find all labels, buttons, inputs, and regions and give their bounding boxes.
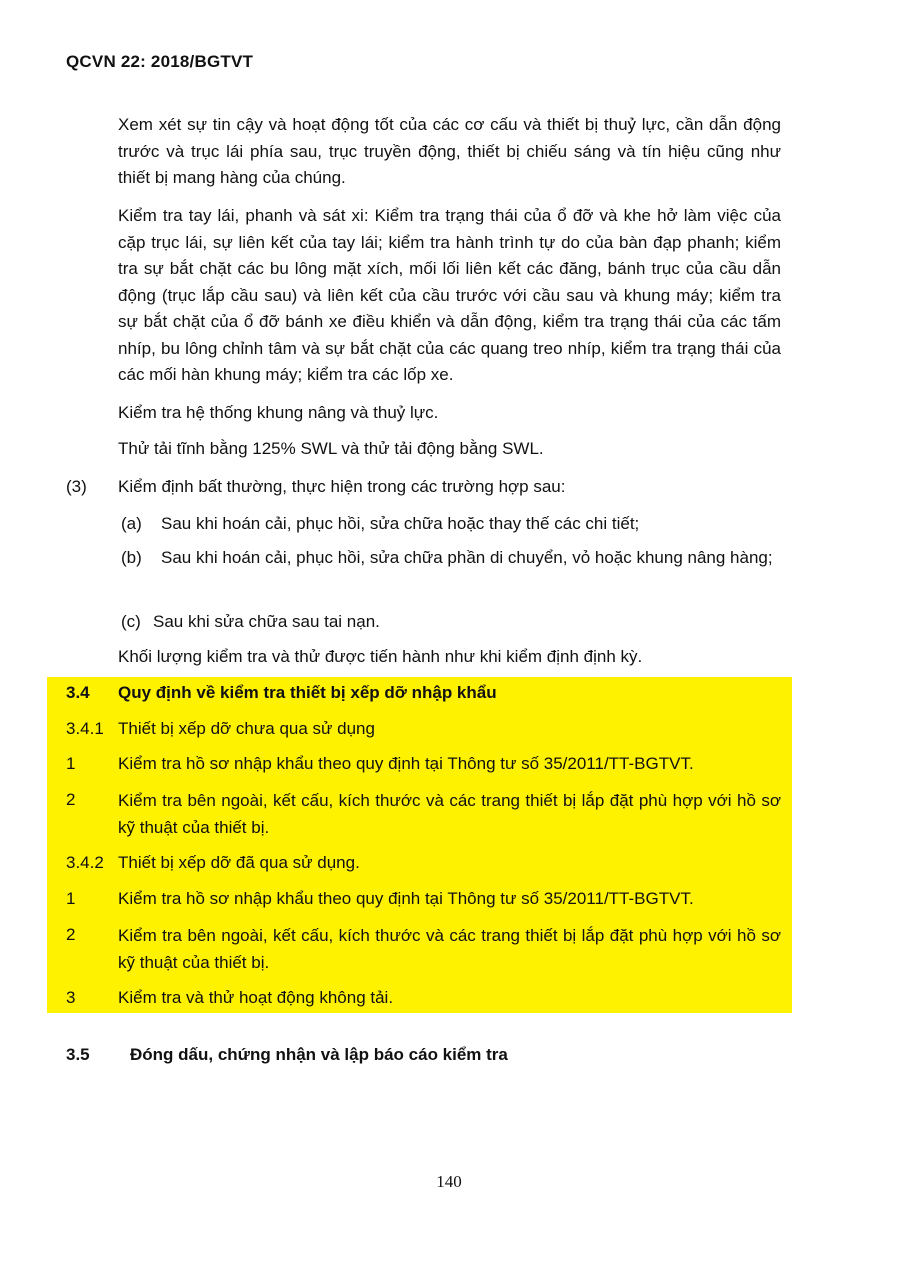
list-item-a-text: Sau khi hoán cải, phục hồi, sửa chữa hoặc thay thế các chi tiết; xyxy=(161,514,640,533)
sub2-item-3-number: 3 xyxy=(66,988,76,1007)
paragraph-steering-brake-chassis: Kiểm tra tay lái, phanh và sát xi: Kiểm tra trạng thái của ổ đỡ và khe hở làm việc của cặp trục lái, sự liên kết của tay lái; kiểm tra hành trình tự do của bàn đạp phanh; kiểm tra sự bắt chặt các bu lông mặt xích, mối lối liên kết các đăng, bánh trục của cầu dẫn động (trục lắp cầu sau) và liên kết của cầu trước với cầu sau và khung máy; kiểm tra sự bắt chặt của ổ đỡ bánh xe điều khiển và dẫn động, kiểm tra trạng thái của các tấm nhíp, bu lông chỉnh tâm và sự bắt chặt của các quang treo nhíp, kiểm tra trạng thái của các mối hàn khung máy; kiểm tra các lốp xe. xyxy=(118,206,781,384)
section-3-4-2-number: 3.4.2 xyxy=(66,853,104,872)
section-3-4-title: Quy định về kiểm tra thiết bị xếp dỡ nhập khẩu xyxy=(118,683,497,702)
section-3-4-1-number: 3.4.1 xyxy=(66,719,104,738)
section-3-closing: Khối lượng kiểm tra và thử được tiến hành như khi kiểm định định kỳ. xyxy=(118,647,643,666)
list-item-c-text: Sau khi sửa chữa sau tai nạn. xyxy=(153,612,380,631)
sub1-item-1-text: Kiểm tra hồ sơ nhập khẩu theo quy định tại Thông tư số 35/2011/TT-BGTVT. xyxy=(118,754,694,773)
list-item-c-label: (c) xyxy=(121,612,141,631)
section-3-text: Kiểm định bất thường, thực hiện trong các trường hợp sau: xyxy=(118,477,566,496)
section-3-4-2-title: Thiết bị xếp dỡ đã qua sử dụng. xyxy=(118,853,360,872)
section-3-5-number: 3.5 xyxy=(66,1045,90,1064)
section-3-4-number: 3.4 xyxy=(66,683,90,702)
section-3-4-1-title: Thiết bị xếp dỡ chưa qua sử dụng xyxy=(118,719,375,738)
paragraph-load-test: Thử tải tĩnh bằng 125% SWL và thử tải động bằng SWL. xyxy=(118,439,544,458)
sub2-item-2-text: Kiểm tra bên ngoài, kết cấu, kích thước và các trang thiết bị lắp đặt phù hợp với hồ sơ kỹ thuật của thiết bị. xyxy=(118,926,781,972)
sub1-item-1-number: 1 xyxy=(66,754,76,773)
list-item-a-label: (a) xyxy=(121,514,142,533)
sub2-item-1-text: Kiểm tra hồ sơ nhập khẩu theo quy định tại Thông tư số 35/2011/TT-BGTVT. xyxy=(118,889,694,908)
sub2-item-1-number: 1 xyxy=(66,889,76,908)
sub2-item-3-text: Kiểm tra và thử hoạt động không tải. xyxy=(118,988,394,1007)
sub2-item-2-number: 2 xyxy=(66,925,76,944)
paragraph-lift-frame-check: Kiểm tra hệ thống khung nâng và thuỷ lực. xyxy=(118,403,439,422)
sub1-item-2-number: 2 xyxy=(66,790,76,809)
sub1-item-2-text: Kiểm tra bên ngoài, kết cấu, kích thước và các trang thiết bị lắp đặt phù hợp với hồ sơ kỹ thuật của thiết bị. xyxy=(118,791,781,837)
section-3-5-title: Đóng dấu, chứng nhận và lập báo cáo kiểm tra xyxy=(130,1045,508,1064)
list-item-b-text: Sau khi hoán cải, phục hồi, sửa chữa phần di chuyển, vỏ hoặc khung nâng hàng; xyxy=(161,548,773,567)
section-3-number: (3) xyxy=(66,477,87,496)
page-number: 140 xyxy=(436,1172,462,1191)
paragraph-hydraulics-review: Xem xét sự tin cậy và hoạt động tốt của các cơ cấu và thiết bị thuỷ lực, cần dẫn động trước và trục lái phía sau, trục truyền động, thiết bị chiếu sáng và tín hiệu cũng như thiết bị mang hàng của chúng. xyxy=(118,115,781,187)
page-header: QCVN 22: 2018/BGTVT xyxy=(66,52,254,71)
list-item-b-label: (b) xyxy=(121,548,142,567)
